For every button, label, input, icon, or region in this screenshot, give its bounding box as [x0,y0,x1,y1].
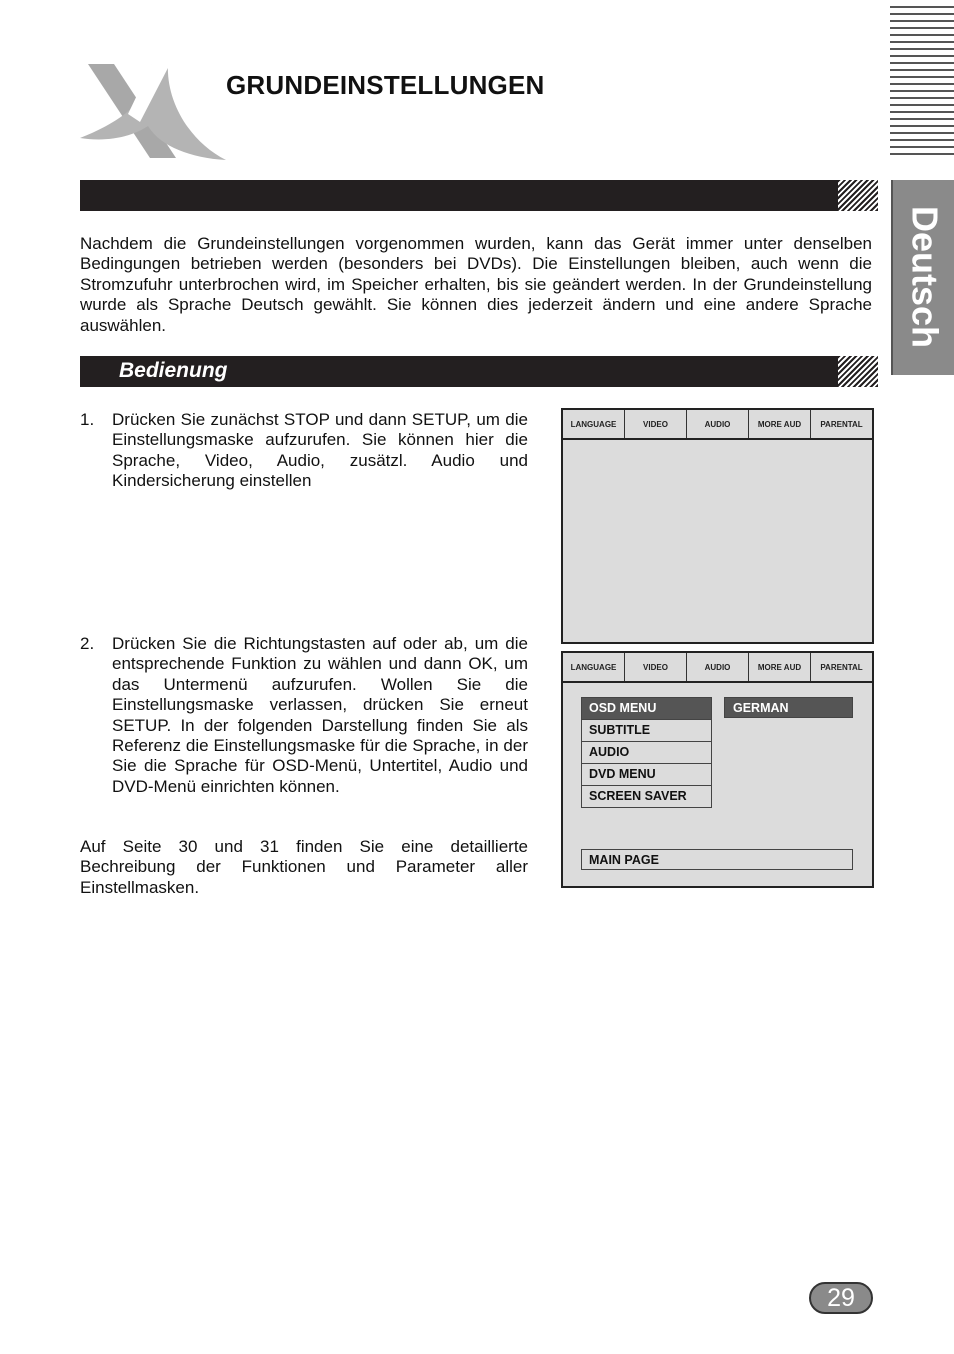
tab-audio[interactable]: AUDIO [686,410,748,438]
tab-language[interactable]: LANGUAGE [570,419,617,429]
section-bar [80,356,878,387]
list-text: Drücken Sie die Richtungstasten auf oder ab, um die entsprechende Funktion zu wählen und dann OK, um das Untermenü aufzurufen. Wollen Sie die Einstellungsmaske verlassen, drücken Sie erneut SETUP. In der folgenden Darstellung finden Sie als Referenz die Einstellungsmaske für die Sprache, in der Sie die Sprache für OSD-Menü, Untertitel, Audio und DVD-Menü einrichten können. [112,634,528,796]
tab-language[interactable]: LANGUAGE [570,662,617,672]
list-number: 1. [80,410,95,429]
menu-item-dvd-menu[interactable]: DVD MENU [582,763,711,785]
brand-logo [80,62,230,162]
tab-audio[interactable]: AUDIO [686,653,748,681]
page-number: 29 [809,1282,873,1314]
tab-parental[interactable]: PARENTAL [810,410,872,438]
page-title: GRUNDEINSTELLUNGEN [226,70,545,100]
tab-video[interactable]: VIDEO [624,653,686,681]
main-page-button[interactable]: MAIN PAGE [581,849,853,870]
tab-video[interactable]: VIDEO [624,410,686,438]
header-bar [80,180,878,211]
list-text: Drücken Sie zunächst STOP und dann SETUP, um die Einstellungsmaske aufzurufen. Sie können hier die Sprache, Video, Audio, zusätzl. Audio und Kindersicherung einstellen [112,410,528,491]
section-title: Bedienung [119,359,228,382]
menu-item-osd-menu[interactable]: OSD MENU [582,698,711,719]
bar-hatch [838,180,878,211]
menu-item-screen-saver[interactable]: SCREEN SAVER [582,785,711,807]
setup-tabs [563,653,872,683]
menu-item-subtitle[interactable]: SUBTITLE [582,719,711,741]
menu-item-audio[interactable]: AUDIO [582,741,711,763]
list-number: 2. [80,634,95,653]
decorative-stripes [890,6,954,164]
bar-hatch [838,356,878,387]
language-menu-list [581,697,712,808]
tab-parental[interactable]: PARENTAL [810,653,872,681]
intro-paragraph: Nachdem die Grundeinstellungen vorgenommen wurden, kann das Gerät immer unter denselben Bedingungen betrieben werden (besonders bei DVDs). Die Einstellungen bleiben, auch wenn die Stromzufuhr unterbrochen wird, im Speicher erhalten, bis sie geändert werden. In der Grundeinstellung wurde als Sprache Deutsch gewählt. Sie können dies jederzeit ändern und eine andere Sprache auswählen. [80,234,872,335]
tab-more-aud[interactable]: MORE AUD [748,410,810,438]
list-item [80,634,528,804]
tab-more-aud[interactable]: MORE AUD [748,653,810,681]
list-item [80,410,528,500]
osd-language-value[interactable]: GERMAN [724,697,853,718]
language-side-tab [891,180,954,375]
reference-note: Auf Seite 30 und 31 finden Sie eine detaillierte Bechreibung der Funktionen und Parameter aller Einstellmasken. [80,837,528,897]
language-side-tab-label: Deutsch [904,206,946,349]
setup-screen-empty [561,408,874,644]
setup-tabs [563,410,872,440]
setup-screen-language [561,651,874,888]
